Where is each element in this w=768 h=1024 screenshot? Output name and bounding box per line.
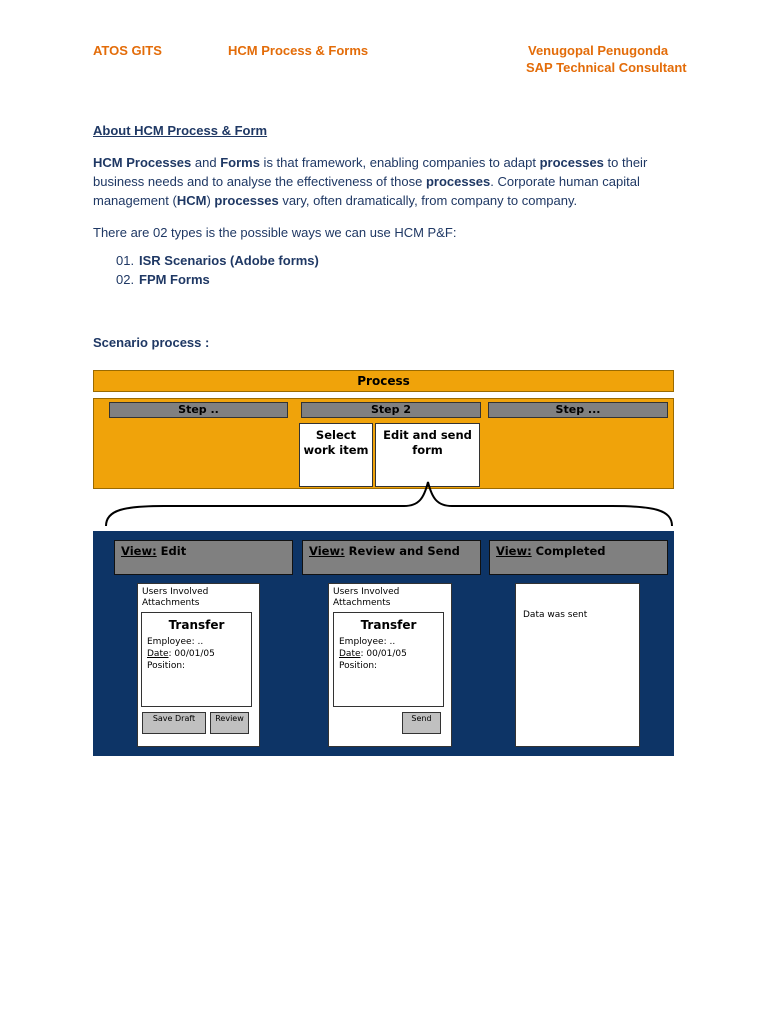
header-role: SAP Technical Consultant — [526, 60, 687, 75]
scenario-label: Scenario process : — [93, 335, 210, 350]
view-box-edit — [114, 540, 293, 575]
employee-field: Employee: .. — [339, 637, 396, 647]
intro-paragraph — [93, 153, 653, 210]
process-bar: Process — [93, 370, 674, 392]
intro-bold-4: processes — [425, 174, 491, 189]
attachments-label: Attachments — [142, 598, 200, 608]
header-author: Venugopal Penugonda — [528, 43, 669, 58]
completed-panel — [515, 583, 640, 747]
intro-text-4: . Corporate human capital management ( — [93, 174, 640, 208]
review-panel — [328, 583, 452, 747]
list-item-number: 02. — [116, 272, 135, 287]
form-title: Transfer — [168, 618, 225, 632]
header-doc-title: HCM Process & Forms — [228, 43, 369, 58]
intro-bold-3: processes — [539, 155, 604, 170]
header-company: ATOS GITS — [93, 43, 162, 58]
send-button[interactable]: Send — [402, 712, 441, 734]
intro-text-6: vary, often dramatically, from company to company. — [278, 193, 578, 208]
section-title: About HCM Process & Form — [93, 123, 268, 138]
date-value: : 00/01/05 — [168, 649, 215, 659]
position-field: Position: — [339, 661, 378, 671]
form-fields — [142, 636, 251, 672]
view-box-completed — [489, 540, 668, 575]
edit-panel — [137, 583, 260, 747]
intro-text-1: and — [191, 155, 221, 170]
date-field — [147, 648, 251, 660]
save-draft-button[interactable]: Save Draft — [142, 712, 206, 734]
view-name: Completed — [531, 544, 606, 558]
date-label: Date — [339, 649, 361, 659]
panel-header — [333, 587, 399, 609]
intro-text-3: to their business needs and to analyse the effectiveness of those — [93, 155, 648, 189]
employee-field: Employee: .. — [147, 637, 204, 647]
intro-bold-6: processes — [214, 193, 279, 208]
view-prefix: View: — [121, 544, 157, 558]
step-box: Step 2 — [301, 402, 481, 418]
date-field — [339, 648, 443, 660]
position-field: Position: — [147, 661, 186, 671]
users-involved-label: Users Involved — [333, 587, 400, 597]
list-item-text: ISR Scenarios (Adobe forms) — [139, 253, 319, 268]
work-item-box: Edit and send form — [375, 423, 480, 487]
date-label: Date — [147, 649, 169, 659]
view-name: Review and Send — [344, 544, 460, 558]
list-item — [116, 253, 319, 268]
form-fields — [334, 636, 443, 672]
step-box: Step ... — [488, 402, 668, 418]
work-item-box: Select work item — [299, 423, 373, 487]
list-item — [116, 272, 210, 287]
date-value: : 00/01/05 — [360, 649, 407, 659]
view-name: Edit — [156, 544, 187, 558]
review-button[interactable]: Review — [210, 712, 249, 734]
transfer-form — [333, 612, 444, 707]
types-line: There are 02 types is the possible ways we can use HCM P&F: — [93, 225, 457, 240]
list-item-number: 01. — [116, 253, 135, 268]
intro-bold-2: Forms — [220, 155, 260, 170]
list-item-text: FPM Forms — [139, 272, 210, 287]
intro-bold-1: HCM Processes — [93, 155, 192, 170]
intro-text-5: ) — [206, 193, 215, 208]
curly-brace — [104, 480, 676, 528]
users-involved-label: Users Involved — [142, 587, 209, 597]
sent-message: Data was sent — [523, 610, 588, 620]
view-prefix: View: — [496, 544, 532, 558]
view-prefix: View: — [309, 544, 345, 558]
attachments-label: Attachments — [333, 598, 391, 608]
intro-bold-5: HCM — [176, 193, 207, 208]
step-box: Step .. — [109, 402, 288, 418]
intro-text-2: is that framework, enabling companies to adapt — [259, 155, 540, 170]
transfer-form — [141, 612, 252, 707]
form-title: Transfer — [360, 618, 417, 632]
panel-header — [142, 587, 208, 609]
view-box-review — [302, 540, 481, 575]
